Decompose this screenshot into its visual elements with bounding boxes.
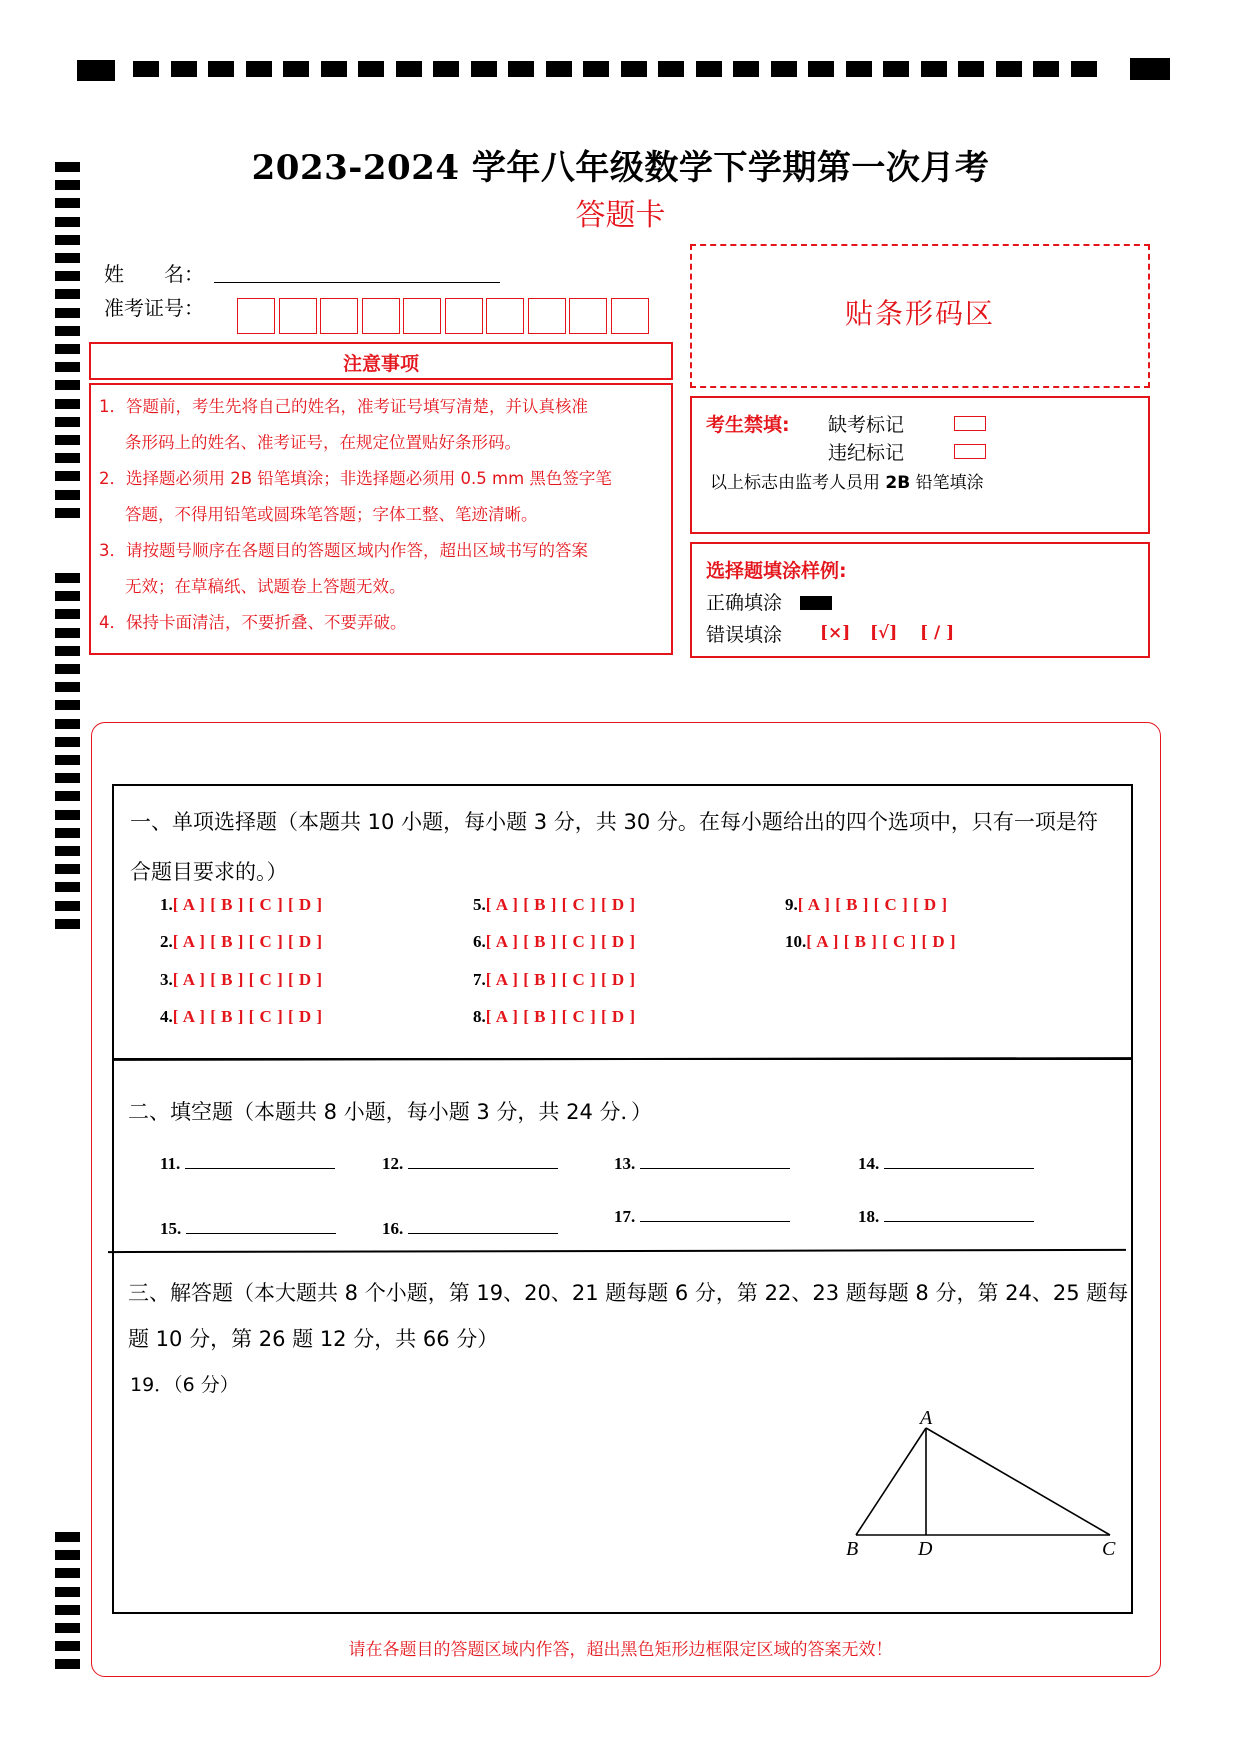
- timing-mark: [396, 61, 422, 77]
- notice-title-box: [89, 342, 673, 380]
- timing-mark: [55, 573, 80, 583]
- wrong-mark-slash: [ / ]: [920, 623, 955, 643]
- choice-question-10[interactable]: [785, 932, 956, 952]
- notice-line: 答题，不得用铅笔或圆珠笔答题；字体工整、笔迹清晰。: [125, 505, 538, 524]
- question-number: 8.: [473, 1007, 486, 1026]
- choice-question-8[interactable]: [473, 1007, 636, 1027]
- label-a: A: [920, 1410, 933, 1429]
- choice-question-1[interactable]: [160, 895, 323, 915]
- timing-mark: [321, 61, 347, 77]
- page-subtitle: 答题卡: [575, 198, 666, 233]
- barcode-area: [690, 244, 1150, 388]
- section-choice-title: 一、单项选择题（本题共 10 小题，每小题 3 分，共 30 分。在每小题给出的四个选项中，只有一项是符: [130, 810, 1098, 834]
- answer-options[interactable]: [ A ] [ B ] [ C ] [ D ]: [485, 932, 636, 951]
- timing-mark: [921, 61, 947, 77]
- segment-ab: [856, 1428, 926, 1535]
- timing-mark: [55, 864, 80, 874]
- exam-id-digit-box[interactable]: [486, 298, 524, 334]
- proctor-note: [710, 468, 984, 493]
- timing-mark: [55, 1550, 80, 1560]
- timing-mark: [55, 773, 80, 783]
- timing-mark: [55, 508, 80, 518]
- section-fill-title: 二、填空题（本题共 8 小题，每小题 3 分，共 24 分．）: [128, 1100, 652, 1124]
- timing-mark: [55, 591, 80, 601]
- timing-mark: [658, 61, 684, 77]
- fill-blank-12[interactable]: [382, 1152, 558, 1174]
- answer-options[interactable]: [ A ] [ B ] [ C ] [ D ]: [172, 970, 323, 989]
- choice-question-7[interactable]: [473, 970, 636, 990]
- timing-mark: [696, 61, 722, 77]
- proctor-note-bold: 2B: [885, 473, 911, 493]
- answer-line[interactable]: [408, 1217, 558, 1234]
- notice-line: 条形码上的姓名、准考证号，在规定位置贴好条形码。: [125, 433, 521, 452]
- absent-checkbox[interactable]: [954, 416, 986, 431]
- exam-id-digit-box[interactable]: [320, 298, 358, 334]
- answer-line[interactable]: [884, 1152, 1034, 1169]
- timing-mark: [55, 344, 80, 354]
- timing-mark: [55, 664, 80, 674]
- timing-mark: [55, 810, 80, 820]
- timing-mark: [55, 719, 80, 729]
- exam-id-digit-box[interactable]: [611, 298, 649, 334]
- answer-options[interactable]: [ A ] [ B ] [ C ] [ D ]: [485, 1007, 636, 1026]
- answer-line[interactable]: [640, 1205, 790, 1222]
- blank-number: 14.: [858, 1154, 884, 1173]
- timing-mark: [55, 628, 80, 638]
- timing-mark: [1071, 61, 1097, 77]
- timing-mark: [55, 253, 80, 263]
- timing-mark: [55, 1532, 80, 1542]
- section-solve-bottom-border: [112, 1612, 1133, 1614]
- timing-mark: [55, 882, 80, 892]
- timing-mark: [55, 362, 80, 372]
- choice-question-9[interactable]: [785, 895, 948, 915]
- fill-blank-17[interactable]: [614, 1205, 790, 1227]
- proctor-box: [690, 396, 1150, 534]
- wrong-mark-x: [×]: [820, 623, 851, 643]
- timing-mark: [808, 61, 834, 77]
- timing-mark: [55, 271, 80, 281]
- timing-mark: [471, 61, 497, 77]
- proctor-note-suffix: 铅笔填涂: [910, 473, 984, 493]
- timing-mark: [55, 846, 80, 856]
- label-b: B: [846, 1538, 859, 1560]
- timing-mark: [55, 1659, 80, 1669]
- exam-id-digit-box[interactable]: [403, 298, 441, 334]
- timing-mark: [996, 61, 1022, 77]
- timing-mark: [171, 61, 197, 77]
- question-number: 2.: [160, 932, 173, 951]
- choice-question-5[interactable]: [473, 895, 636, 915]
- timing-mark: [358, 61, 384, 77]
- choice-question-3[interactable]: [160, 970, 323, 990]
- fill-blank-15[interactable]: [160, 1217, 336, 1239]
- label-c: C: [1102, 1538, 1116, 1560]
- question-number: 7.: [473, 970, 486, 989]
- answer-line[interactable]: [186, 1217, 336, 1234]
- answer-line[interactable]: [185, 1152, 335, 1169]
- proctor-title: 考生禁填:: [706, 414, 790, 436]
- timing-mark: [55, 490, 80, 500]
- timing-mark: [621, 61, 647, 77]
- blank-number: 11.: [160, 1154, 185, 1173]
- blank-number: 18.: [858, 1207, 884, 1226]
- timing-mark: [883, 61, 909, 77]
- timing-mark: [1033, 61, 1059, 77]
- question-number: 9.: [785, 895, 798, 914]
- timing-mark: [846, 61, 872, 77]
- notice-box: [89, 383, 673, 655]
- notice-title: 注意事项: [342, 353, 419, 375]
- timing-mark: [55, 326, 80, 336]
- fill-blank-18[interactable]: [858, 1205, 1034, 1227]
- blank-number: 15.: [160, 1219, 186, 1238]
- question-number: 10.: [785, 932, 807, 951]
- fill-example-box: [690, 542, 1150, 658]
- timing-mark: [733, 61, 759, 77]
- timing-mark: [1130, 58, 1170, 80]
- timing-mark: [508, 61, 534, 77]
- exam-id-digit-box[interactable]: [528, 298, 566, 334]
- timing-mark: [55, 700, 80, 710]
- timing-mark: [771, 61, 797, 77]
- section-choice-title-2: 合题目要求的。）: [130, 860, 288, 884]
- timing-mark: [55, 901, 80, 911]
- answer-options[interactable]: [ A ] [ B ] [ C ] [ D ]: [172, 895, 323, 914]
- answer-line[interactable]: [408, 1152, 558, 1169]
- barcode-area-label: 贴条形码区: [844, 297, 995, 330]
- wrong-fill-label: 错误填涂: [706, 624, 783, 646]
- choice-question-2[interactable]: [160, 932, 323, 952]
- section-fill-left-border: [112, 1060, 114, 1250]
- blank-number: 13.: [614, 1154, 640, 1173]
- timing-mark: [55, 791, 80, 801]
- absent-label: 缺考标记: [828, 414, 905, 436]
- answer-options[interactable]: [ A ] [ B ] [ C ] [ D ]: [172, 1007, 323, 1026]
- timing-mark: [55, 235, 80, 245]
- timing-mark: [55, 828, 80, 838]
- timing-mark: [583, 61, 609, 77]
- timing-mark: [55, 1587, 80, 1597]
- blank-number: 17.: [614, 1207, 640, 1226]
- question-number: 1.: [160, 895, 173, 914]
- timing-mark: [55, 289, 80, 299]
- answer-line[interactable]: [884, 1205, 1034, 1222]
- fill-blank-14[interactable]: [858, 1152, 1034, 1174]
- segment-ac: [926, 1428, 1110, 1535]
- answer-options[interactable]: [ A ] [ B ] [ C ] [ D ]: [485, 895, 636, 914]
- violation-label: 违纪标记: [828, 442, 905, 464]
- violation-checkbox[interactable]: [954, 444, 986, 459]
- timing-mark: [55, 646, 80, 656]
- answer-line[interactable]: [640, 1152, 790, 1169]
- fill-blank-16[interactable]: [382, 1217, 558, 1239]
- triangle-figure: [840, 1410, 1130, 1560]
- page-title: 2023-2024 学年八年级数学下学期第一次月考: [251, 148, 990, 188]
- fill-example-title: 选择题填涂样例:: [706, 560, 847, 582]
- question-number: 6.: [473, 932, 486, 951]
- timing-mark: [55, 1605, 80, 1615]
- correct-fill-label: 正确填涂: [706, 592, 783, 614]
- proctor-note-prefix: 以上标志由监考人员用: [710, 473, 886, 493]
- timing-mark: [433, 61, 459, 77]
- fill-blank-11[interactable]: [160, 1152, 335, 1174]
- question-number: 4.: [160, 1007, 173, 1026]
- footer-warning: 请在各题目的答题区域内作答，超出黑色矩形边框限定区域的答案无效！: [348, 1640, 893, 1660]
- notice-line: 1．答题前，考生先将自己的姓名，准考证号填写清楚，并认真核准: [99, 397, 588, 416]
- notice-line: 3．请按题号顺序在各题目的答题区域内作答，超出区域书写的答案: [99, 541, 588, 560]
- notice-line: 4．保持卡面清洁，不要折叠、不要弄破。: [99, 613, 407, 632]
- blank-number: 12.: [382, 1154, 408, 1173]
- section-solve-right-border: [1131, 1058, 1133, 1612]
- timing-mark: [55, 308, 80, 318]
- timing-mark: [55, 380, 80, 390]
- timing-mark: [133, 61, 159, 77]
- question-number: 5.: [473, 895, 486, 914]
- exam-id-label: 准考证号：: [104, 296, 204, 320]
- timing-mark: [77, 60, 115, 81]
- name-field[interactable]: [214, 282, 500, 283]
- wrong-mark-check: [√]: [870, 623, 898, 643]
- fill-blank-13[interactable]: [614, 1152, 790, 1174]
- timing-mark: [55, 1568, 80, 1578]
- exam-id-digit-box[interactable]: [237, 298, 275, 334]
- timing-mark: [55, 755, 80, 765]
- timing-mark: [55, 609, 80, 619]
- timing-mark: [246, 61, 272, 77]
- timing-mark: [55, 435, 80, 445]
- timing-mark: [55, 453, 80, 463]
- blank-number: 16.: [382, 1219, 408, 1238]
- answer-options[interactable]: [ A ] [ B ] [ C ] [ D ]: [485, 970, 636, 989]
- timing-mark: [55, 471, 80, 481]
- timing-mark: [55, 919, 80, 929]
- correct-fill-mark: [800, 596, 832, 610]
- answer-options[interactable]: [ A ] [ B ] [ C ] [ D ]: [806, 932, 957, 951]
- section-solve-left-border: [112, 1250, 114, 1612]
- question-number: 3.: [160, 970, 173, 989]
- timing-mark: [546, 61, 572, 77]
- exam-id-digit-box[interactable]: [445, 298, 483, 334]
- timing-mark: [55, 682, 80, 692]
- choice-question-4[interactable]: [160, 1007, 323, 1027]
- answer-options[interactable]: [ A ] [ B ] [ C ] [ D ]: [172, 932, 323, 951]
- timing-mark: [208, 61, 234, 77]
- exam-id-digit-box[interactable]: [569, 298, 607, 334]
- timing-mark: [55, 417, 80, 427]
- notice-line: 无效；在草稿纸、试题卷上答题无效。: [125, 577, 406, 596]
- timing-mark: [55, 399, 80, 409]
- timing-mark: [55, 1623, 80, 1633]
- timing-mark: [55, 737, 80, 747]
- timing-mark: [283, 61, 309, 77]
- exam-id-digit-box[interactable]: [279, 298, 317, 334]
- notice-line: 2．选择题必须用 2B 铅笔填涂；非选择题必须用 0.5 mm 黑色签字笔: [99, 469, 612, 488]
- answer-options[interactable]: [ A ] [ B ] [ C ] [ D ]: [797, 895, 948, 914]
- section-solve-title: 三、解答题（本大题共 8 个小题，第 19、20、21 题每题 6 分，第 22、23 题每题 8 分，第 24、25 题每: [128, 1281, 1129, 1305]
- choice-question-6[interactable]: [473, 932, 636, 952]
- question-19-label: 19．（6 分）: [130, 1374, 239, 1396]
- name-label: 姓 名：: [104, 262, 204, 286]
- label-d: D: [918, 1538, 933, 1560]
- section-solve-title-2: 题 10 分，第 26 题 12 分，共 66 分）: [128, 1327, 499, 1351]
- timing-mark: [958, 61, 984, 77]
- exam-id-digit-box[interactable]: [362, 298, 400, 334]
